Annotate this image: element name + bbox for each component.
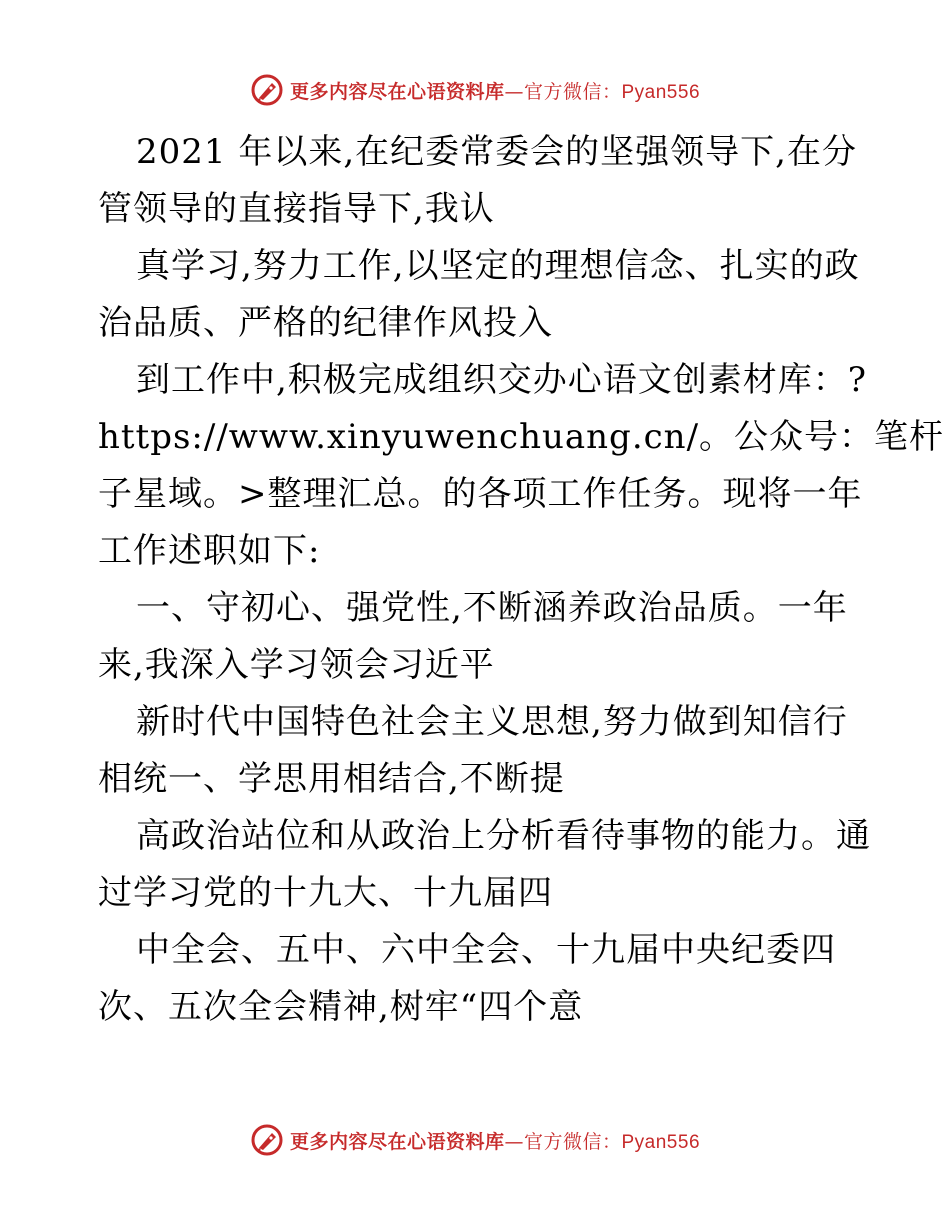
paragraph-line-6: https://www.xinyuwenchuang.cn/。公众号：笔杆 (98, 417, 945, 457)
banner-wechat-id: Pyan556 (621, 81, 701, 103)
paragraph-line-2: 管领导的直接指导下,我认 (98, 189, 495, 229)
banner-text (290, 1127, 700, 1154)
paragraph-line-1: 2021 年以来,在纪委常委会的坚强领导下,在分 (136, 132, 857, 172)
paragraph-line-15: 中全会、五中、六中全会、十九届中央纪委四 (136, 930, 836, 970)
banner-text (290, 77, 700, 104)
banner-main-text: 更多内容尽在心语资料库 (289, 80, 505, 103)
paragraph-line-4: 治品质、严格的纪律作风投入 (98, 303, 553, 343)
paragraph-line-11: 新时代中国特色社会主义思想,努力做到知信行 (136, 702, 848, 742)
banner-dash: — (504, 1130, 524, 1153)
pen-nib-logo-icon (250, 1123, 284, 1157)
paragraph-line-7: 子星域。>整理汇总。的各项工作任务。现将一年 (98, 474, 863, 514)
banner-wechat-label: 官方微信： (523, 80, 622, 103)
paragraph-line-10: 来,我深入学习领会习近平 (98, 645, 495, 685)
paragraph-line-5: 到工作中,积极完成组织交办心语文创素材库：? (136, 360, 868, 400)
paragraph-line-8: 工作述职如下: (98, 531, 321, 571)
paragraph-line-14: 过学习党的十九大、十九届四 (98, 873, 553, 913)
banner-wechat-id: Pyan556 (621, 1131, 701, 1153)
paragraph-line-16: 次、五次全会精神,树牢“四个意 (98, 987, 584, 1027)
footer-watermark-banner (0, 1120, 950, 1160)
paragraph-line-13: 高政治站位和从政治上分析看待事物的能力。通 (136, 816, 871, 856)
paragraph-line-3: 真学习,努力工作,以坚定的理想信念、扎实的政 (136, 246, 860, 286)
paragraph-line-12: 相统一、学思用相结合,不断提 (98, 759, 565, 799)
banner-main-text: 更多内容尽在心语资料库 (289, 1130, 505, 1153)
header-watermark-banner (0, 70, 950, 110)
document-body (98, 124, 945, 1036)
banner-dash: — (504, 80, 524, 103)
paragraph-line-9: 一、守初心、强党性,不断涵养政治品质。一年 (136, 588, 848, 628)
pen-nib-logo-icon (250, 73, 284, 107)
banner-wechat-label: 官方微信： (523, 1130, 622, 1153)
